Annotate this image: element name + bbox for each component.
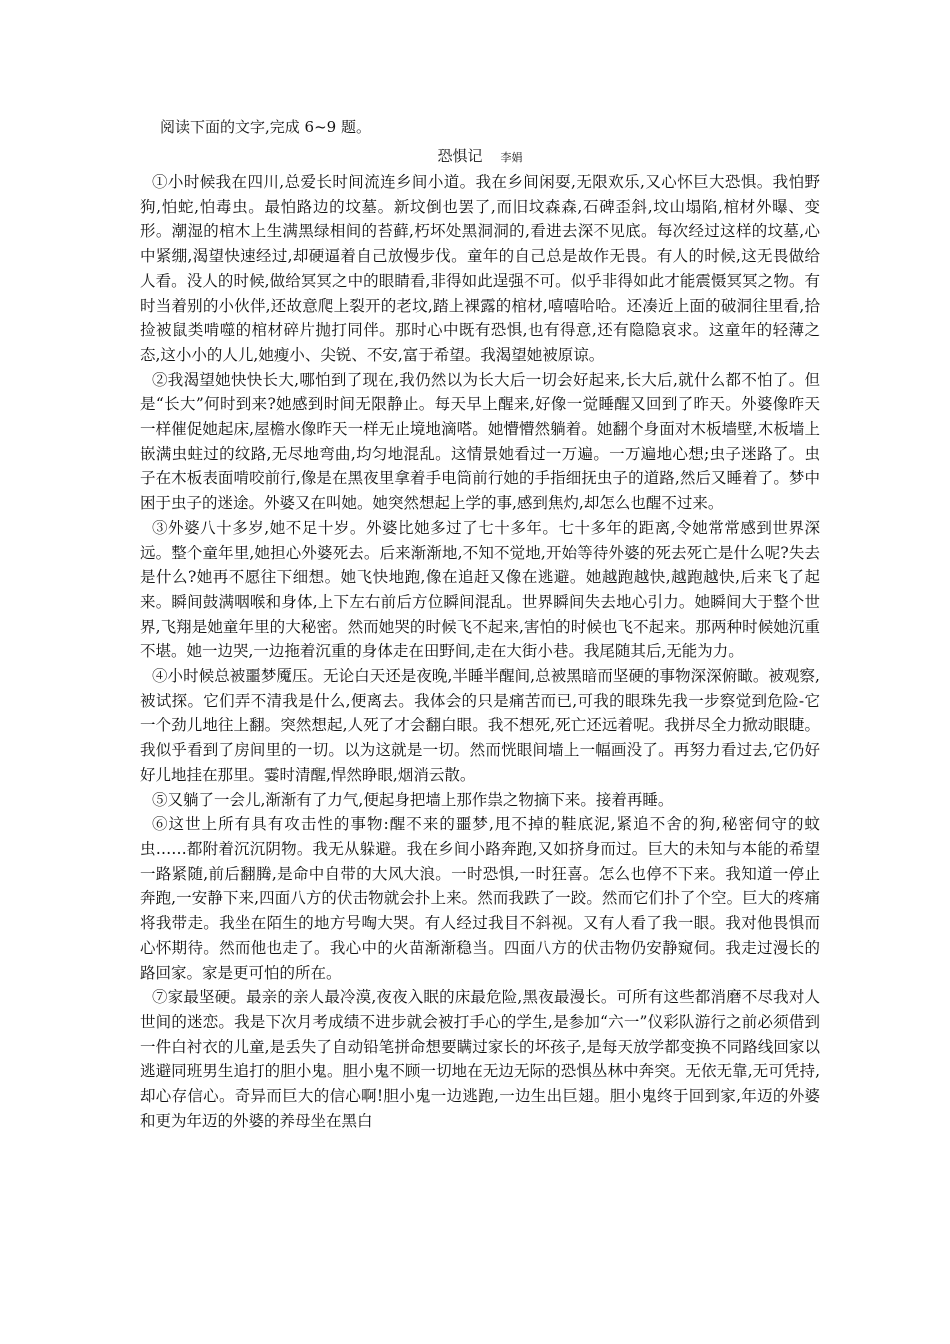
- paragraph-7: ⑦家最坚硬。最亲的亲人最冷漠,夜夜入眠的床最危险,黑夜最漫长。可所有这些都消磨不尽我对人世间的迷恋。我是下次月考成绩不进步就会被打手心的学生,是参加“六一”仪彩队游行之前必须借到一件白衬衣的儿童,是丢失了自动铅笔拼命想要瞒过家长的坏孩子,是每天放学都变换不同路线回家以逃避同班男生追打的胆小鬼。胆小鬼不顾一切地在无边无际的恐惧丛林中奔突。无依无靠,无可凭持,却心存信心。奇异而巨大的信心啊!胆小鬼一边逃跑,一边生出巨翅。胆小鬼终于回到家,年迈的外婆和更为年迈的外婆的养母坐在黑白: [140, 988, 820, 1130]
- article-title: 恐惧记: [437, 147, 483, 165]
- paragraph-1: ①小时候我在四川,总爱长时间流连乡间小道。我在乡间闲耍,无限欢乐,又心怀巨大恐惧。我怕野狗,怕蛇,怕毒虫。最怕路边的坟墓。新坟倒也罢了,而旧坟森森,石碑歪斜,坟山塌陷,棺材外曝、变形。潮湿的棺木上生满黑绿相间的苔藓,朽坏处黑洞洞的,看进去深不见底。每次经过这样的坟墓,心中紧绷,渴望快速经过,却硬逼着自己放慢步伐。童年的自己总是故作无畏。有人的时候,这无畏做给人看。没人的时候,做给冥冥之中的眼睛看,非得如此逞强不可。似乎非得如此才能震慑冥冥之物。有时当着别的小伙伴,还故意爬上裂开的老坟,踏上裸露的棺材,嘻嘻哈哈。还凑近上面的破洞往里看,拾捡被鼠类啃噬的棺材碎片抛打同伴。那时心中既有恐惧,也有得意,还有隐隐哀求。这童年的轻薄之态,这小小的人儿,她瘦小、尖锐、不安,富于希望。我渴望她被原谅。: [140, 173, 820, 364]
- paragraph-2: ②我渴望她快快长大,哪怕到了现在,我仍然以为长大后一切会好起来,长大后,就什么都不怕了。但是“长大”何时到来?她感到时间无限静止。每天早上醒来,好像一觉睡醒又回到了昨天。外婆像昨天一样催促她起床,屋檐水像昨天一样无止境地滴嗒。她懵懵然躺着。她翻个身面对木板墙壁,木板墙上嵌满虫蛀过的纹路,无尽地弯曲,均匀地混乱。这情景她看过一万遍。一万遍地心想;虫子迷路了。虫子在木板表面啃咬前行,像是在黑夜里拿着手电筒前行她的手指细抚虫子的道路,然后又睡着了。梦中困于虫子的迷途。外婆又在叫她。她突然想起上学的事,感到焦灼,却怎么也醒不过来。: [140, 370, 820, 513]
- paragraph-6: ⑥这世上所有具有攻击性的事物:醒不来的噩梦,甩不掉的鞋底泥,紧追不舍的狗,秘密伺守的蚊虫……都附着沉沉阴物。我无从躲避。我在乡间小路奔跑,又如挤身而过。巨大的未知与本能的希望一路紧随,前后翻腾,是命中自带的大风大浪。一时恐惧,一时狂喜。怎么也停不下来。我知道一停止奔跑,一安静下来,四面八方的伏击物就会扑上来。然而我跌了一跤。然而它们扑了个空。巨大的疼痛将我带走。我坐在陌生的地方号啕大哭。有人经过我目不斜视。又有人看了我一眼。我对他畏惧而心怀期待。然而他也走了。我心中的火苗渐渐稳当。四面八方的伏击物仍安静窥伺。我走过漫长的路回家。家是更可怕的所在。: [140, 815, 820, 982]
- article-heading: [140, 146, 820, 168]
- document-page: [140, 116, 820, 1133]
- paragraph-4: ④小时候总被噩梦魇压。无论白天还是夜晚,半睡半醒间,总被黑暗而坚硬的事物深深俯瞰。被观察,被试探。它们弄不清我是什么,便离去。我体会的只是痛苦而已,可我的眼珠先我一步察觉到危险-它一个劲儿地往上翻。突然想起,人死了才会翻白眼。我不想死,死亡还远着呢。我拼尽全力掀动眼睫。我似乎看到了房间里的一切。以为这就是一切。然而恍眼间墙上一幅画没了。再努力看过去,它仍好好儿地挂在那里。霎时清醒,悍然睁眼,烟消云散。: [140, 667, 820, 784]
- reading-instruction: 阅读下面的文字,完成 6~9 题。: [160, 118, 371, 136]
- paragraph-5: ⑤又躺了一会儿,渐渐有了力气,便起身把墙上那作祟之物摘下来。接着再睡。: [152, 790, 674, 809]
- paragraph-3: ③外婆八十多岁,她不足十岁。外婆比她多过了七十多年。七十多年的距离,令她常常感到世界深远。整个童年里,她担心外婆死去。后来渐渐地,不知不觉地,开始等待外婆的死去死亡是什么呢?失去是什么?她再不愿往下细想。她飞快地跑,像在追赶又像在逃避。她越跑越快,越跑越快,后来飞了起来。瞬间鼓满咽喉和身体,上下左右前后方位瞬间混乱。世界瞬间失去地心引力。她瞬间大于整个世界,飞翔是她童年里的大秘密。然而她哭的时候飞不起来,害怕的时候也飞不起来。那两种时候她沉重不堪。她一边哭,一边拖着沉重的身体走在田野间,走在大街小巷。我尾随其后,无能为力。: [140, 518, 820, 661]
- article-author: 李娟: [500, 151, 523, 164]
